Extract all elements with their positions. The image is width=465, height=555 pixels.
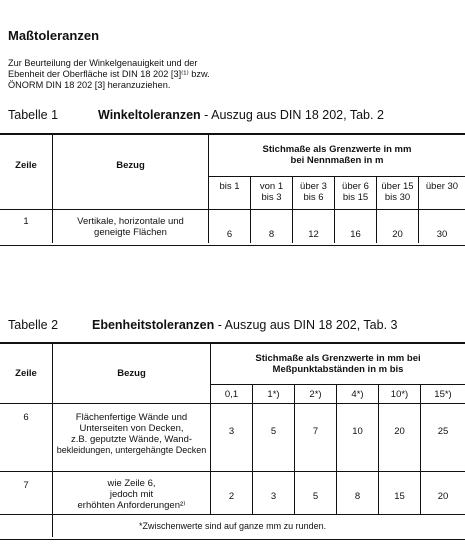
row-zeile: 7 [23, 480, 29, 491]
range-header [419, 181, 465, 192]
intro-text [8, 58, 308, 91]
range-line: bis 30 [384, 192, 411, 203]
group-header-line: Stichmaße als Grenzwerte in mm bei [255, 353, 421, 364]
column-header-bezug: Bezug [116, 160, 145, 171]
bezug-line: z.B. geputzte Wände, Wand- [70, 434, 193, 445]
bezug-line: Vertikale, horizontale und [77, 216, 184, 227]
column-header-zeile: Zeile [15, 160, 37, 171]
divider [0, 471, 465, 472]
divider [0, 514, 465, 515]
row-zeile: 1 [23, 216, 29, 227]
divider [0, 209, 465, 210]
value-cell: 12 [308, 229, 319, 240]
bezug-line: bekleidungen, untergehängte Decken [56, 445, 207, 455]
range-line: bis 1 [219, 181, 240, 192]
distance-header: 1*) [267, 389, 280, 400]
column-header-zeile: Zeile [15, 368, 37, 379]
value-cell: 30 [436, 229, 448, 240]
range-line: über 30 [425, 181, 459, 192]
value-cell: 8 [354, 491, 361, 502]
table1-caption [8, 108, 384, 122]
row-zeile: 6 [23, 412, 29, 423]
table2-title-wrap [92, 318, 397, 332]
group-header [209, 144, 465, 166]
bezug-line: erhöhten Anforderungen²⁾ [77, 500, 186, 511]
table2 [0, 342, 465, 540]
range-line: über 3 [300, 181, 327, 192]
table2-label: Tabelle 2 [8, 318, 59, 332]
value-cell: 7 [312, 426, 319, 437]
divider [208, 176, 465, 177]
range-line: bis 3 [261, 192, 282, 203]
distance-header: 0,1 [224, 389, 239, 400]
value-cell: 20 [437, 491, 449, 502]
value-cell: 5 [312, 491, 319, 502]
value-cell: 3 [270, 491, 277, 502]
table1-title: Winkeltoleranzen [98, 108, 201, 122]
bezug-line: Unterseiten von Decken, [79, 423, 184, 434]
value-cell: 20 [394, 426, 405, 437]
value-cell: 15 [394, 491, 405, 502]
table1 [0, 133, 465, 246]
group-header [211, 353, 465, 375]
distance-header: 4*) [351, 389, 364, 400]
table2-title: Ebenheitstoleranzen [92, 318, 215, 332]
bezug-line: wie Zeile 6, [107, 478, 156, 489]
range-line: bis 6 [303, 192, 324, 203]
column-header-bezug: Bezug [117, 368, 146, 379]
page-title: Maßtoleranzen [8, 28, 100, 43]
bezug-line: geneigte Flächen [94, 227, 167, 238]
range-header [377, 181, 418, 203]
table1-title-wrap [98, 108, 384, 122]
intro-line: Ebenheit der Oberfläche ist DIN 18 202 [3]⁽¹⁾ bzw. [8, 69, 210, 79]
row-bezug [53, 478, 210, 511]
value-cell: 2 [228, 491, 235, 502]
footnote: *Zwischenwerte sind auf ganze mm zu runden. [139, 521, 327, 531]
table1-label: Tabelle 1 [8, 108, 59, 122]
divider [210, 384, 465, 385]
value-cell: 6 [226, 229, 233, 240]
range-line: über 6 [342, 181, 369, 192]
table2-subtitle: - Auszug aus DIN 18 202, Tab. 3 [214, 318, 398, 332]
distance-header: 2*) [309, 389, 322, 400]
value-cell: 20 [392, 229, 403, 240]
distance-header: 10*) [390, 389, 409, 400]
group-header-line: bei Nennmaßen in m [290, 155, 384, 166]
value-cell: 10 [352, 426, 363, 437]
range-header [335, 181, 376, 203]
distance-header: 15*) [434, 389, 452, 400]
value-cell: 25 [437, 426, 449, 437]
range-line: über 15 [381, 181, 414, 192]
range-line: bis 15 [342, 192, 369, 203]
row-bezug [53, 412, 210, 456]
intro-line: ÖNORM DIN 18 202 [3] heranzuziehen. [8, 80, 171, 90]
range-header [251, 181, 292, 203]
table2-caption [8, 318, 398, 332]
bezug-line: Flächenfertige Wände und [75, 412, 188, 423]
bezug-line: jedoch mit [109, 489, 154, 500]
range-header [293, 181, 334, 203]
range-header [209, 181, 250, 192]
value-cell: 16 [350, 229, 361, 240]
divider [0, 403, 465, 404]
group-header-line: Meßpunktabständen in m bis [272, 364, 404, 375]
intro-line: Zur Beurteilung der Winkelgenauigkeit und der [8, 58, 198, 68]
group-header-line: Stichmaße als Grenzwerte in mm [262, 144, 412, 155]
range-line: von 1 [259, 181, 284, 192]
value-cell: 5 [270, 426, 277, 437]
value-cell: 8 [268, 229, 275, 240]
value-cell: 3 [228, 426, 235, 437]
table1-subtitle: - Auszug aus DIN 18 202, Tab. 2 [200, 108, 384, 122]
row-bezug [53, 216, 208, 238]
